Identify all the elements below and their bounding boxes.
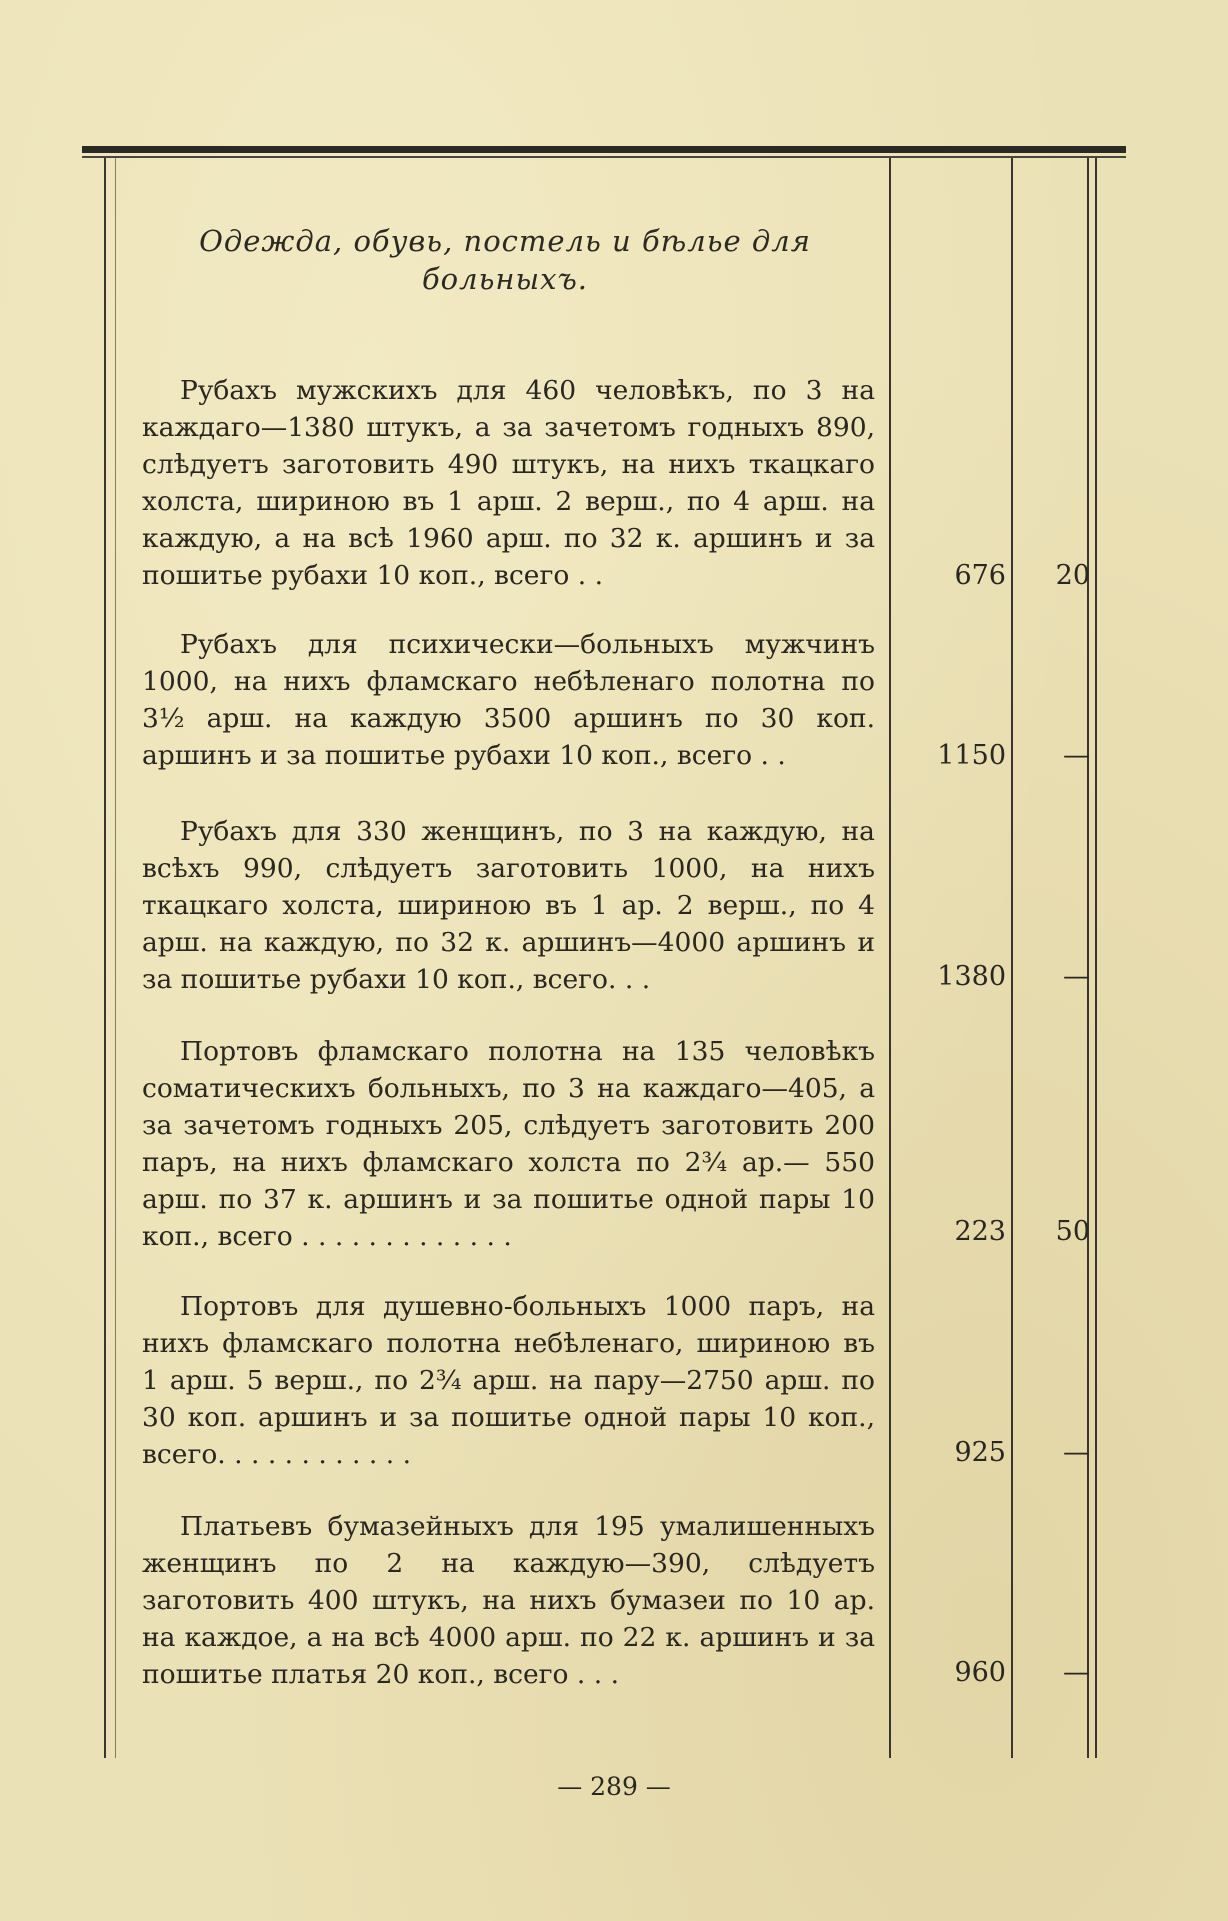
- entry-text-5: Портовъ для душевно-больныхъ 1000 паръ, на нихъ фламскаго полотна небѣленаго, шириною въ 1 арш. 5 верш., по 2¾ арш. на пару—2750 арш. по 30 коп. аршинъ и за пошитье одной пары 10 коп., всего. . . . . . . . . . . .: [142, 1291, 875, 1470]
- top-rule-thin: [82, 156, 1126, 158]
- entry-rubles-3: 1380: [937, 961, 1006, 992]
- entry-text-1: Рубахъ мужскихъ для 460 человѣкъ, по 3 на каждаго—1380 штукъ, а за зачетомъ годныхъ 890, слѣдуетъ заготовить 490 штукъ, на нихъ ткацкаго холста, шириною въ 1 арш. 2 верш., по 4 арш. на каждую, а на всѣ 1960 арш. по 32 к. аршинъ и за пошитье рубахи 10 коп., всего . .: [142, 375, 875, 591]
- entry-kopecks-6: —: [1063, 1657, 1090, 1688]
- entry-text-6: Платьевъ бумазейныхъ для 195 умалишенныхъ женщинъ по 2 на каждую—390, слѣдуетъ заготовить 400 штукъ, на нихъ бумазеи по 10 ар. на каждое, а на всѣ 4000 арш. по 22 к. аршинъ и за пошитье платья 20 коп., всего . . .: [142, 1511, 875, 1690]
- entry-rubles-4: 223: [954, 1216, 1006, 1247]
- column-rule-text-end: [889, 158, 891, 1758]
- entry-rubles-5: 925: [954, 1437, 1006, 1468]
- column-rule-left: [104, 158, 106, 1758]
- entry-kopecks-3: —: [1063, 961, 1090, 992]
- entry-text-4: Портовъ фламскаго полотна на 135 человѣкъ соматическихъ больныхъ, по 3 на каждаго—405, а за зачетомъ годныхъ 205, слѣдуетъ заготовить 200 паръ, на нихъ фламскаго холста по 2¾ ар.— 550 арш. по 37 к. аршинъ и за пошитье одной пары 10 коп., всего . . . . . . . . . . . . .: [142, 1036, 875, 1252]
- entry-kopecks-1: 20: [1055, 560, 1090, 591]
- column-rule-right-outer: [1095, 158, 1097, 1758]
- column-rule-left-inner: [115, 158, 116, 1758]
- column-rule-rubles-end: [1011, 158, 1013, 1758]
- entry-rubles-2: 1150: [937, 740, 1006, 771]
- entry-rubles-6: 960: [954, 1657, 1006, 1688]
- entry-text-3: Рубахъ для 330 женщинъ, по 3 на каждую, на всѣхъ 990, слѣдуетъ заготовить 1000, на нихъ ткацкаго холста, шириною въ 1 ар. 2 верш., по 4 арш. на каждую, по 32 к. аршинъ—4000 аршинъ и за пошитье рубахи 10 коп., всего. . .: [142, 816, 875, 995]
- section-heading: Одежда, обувь, постель и бѣлье для больныхъ.: [199, 224, 811, 296]
- entry-kopecks-2: —: [1063, 740, 1090, 771]
- entry-kopecks-4: 50: [1055, 1216, 1090, 1247]
- entry-text-2: Рубахъ для психически—больныхъ мужчинъ 1000, на нихъ фламскаго небѣленаго полотна по 3½ арш. на каждую 3500 аршинъ по 30 коп. аршинъ и за пошитье рубахи 10 коп., всего . .: [142, 629, 875, 771]
- entry-rubles-1: 676: [954, 560, 1006, 591]
- entry-kopecks-5: —: [1063, 1437, 1090, 1468]
- page-number: — 289 —: [557, 1772, 671, 1801]
- top-rule-thick: [82, 146, 1126, 153]
